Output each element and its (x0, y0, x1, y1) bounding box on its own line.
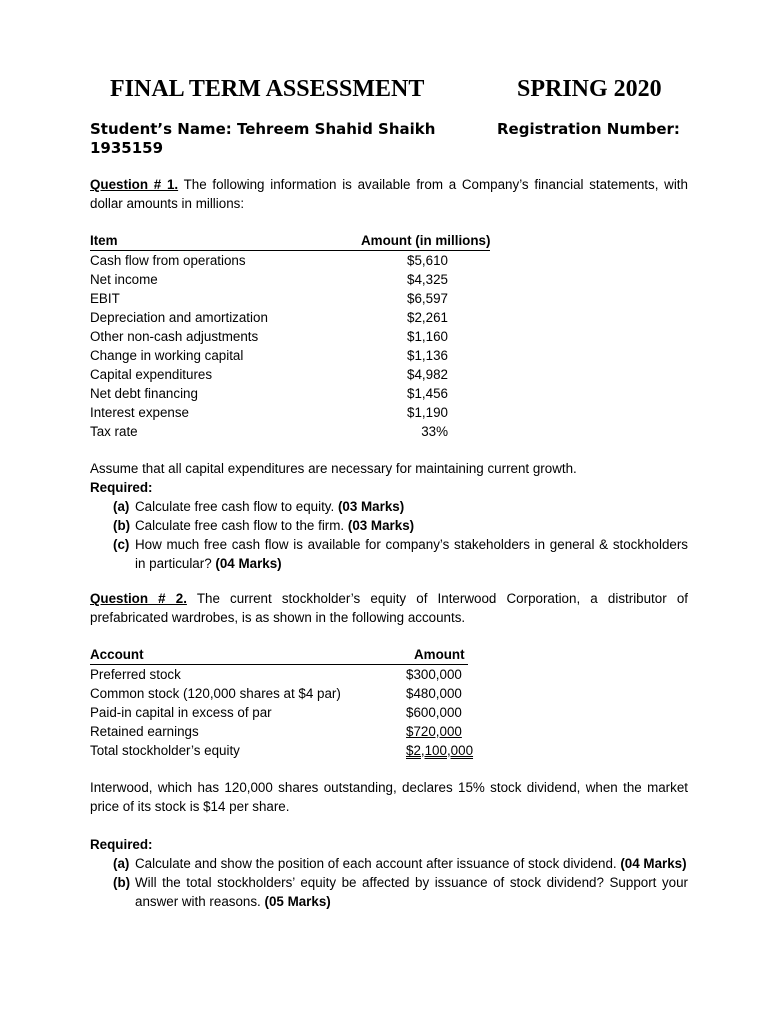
q2-part-b-text: Will the total stockholders’ equity be affected by issuance of stock dividend? Support your answer with reasons. (135, 875, 688, 909)
q2-table-header (90, 645, 468, 665)
q1-table-row (90, 270, 490, 289)
q2-table-row (90, 684, 468, 703)
q1-row-item: Other non-cash adjustments (90, 329, 259, 344)
q2-table-row (90, 722, 468, 741)
q1-intro-text: The following information is available from a Company’s financial statements, with dollar amounts in millions: (90, 177, 688, 211)
q2-paragraph: Interwood, which has 120,000 shares outstanding, declares 15% stock dividend, when the market price of its stock is $14 per share. (90, 780, 688, 814)
q2-intro-text: The current stockholder’s equity of Interwood Corporation, a distributor of prefabricated wardrobes, is as shown in the following accounts. (90, 591, 688, 625)
q1-row-item: Net income (90, 272, 158, 287)
q2-part-b-marks: (05 Marks) (264, 894, 331, 909)
q2-row-amount: $2,100,000 (406, 743, 474, 758)
q1-part-c-marks: (04 Marks) (215, 556, 282, 571)
q2-table-row (90, 665, 468, 684)
q1-required-heading: Required: (90, 480, 153, 495)
exam-term: SPRING 2020 (517, 76, 662, 102)
q1-row-amount: $1,456 (407, 386, 448, 401)
q2-row-account: Total stockholder’s equity (90, 743, 240, 758)
q2-table-body (90, 665, 474, 760)
q1-row-item: Tax rate (90, 424, 138, 439)
q2-required-heading: Required: (90, 837, 153, 852)
q1-col-item: Item (90, 233, 118, 248)
q2-part-a-text: Calculate and show the position of each account after issuance of stock dividend. (135, 856, 621, 871)
q1-intro (90, 175, 688, 213)
q1-row-amount: $4,325 (407, 272, 448, 287)
q1-part-b-label: (b) (113, 518, 131, 533)
q1-table-body (90, 251, 490, 441)
q1-table-row (90, 422, 490, 441)
q2-parts (113, 854, 688, 911)
q1-part-b (113, 516, 688, 535)
q1-parts (113, 497, 688, 573)
q2-row-account: Preferred stock (90, 667, 181, 682)
q2-col-account: Account (90, 647, 144, 662)
q1-col-amount: Amount (in millions) (361, 233, 491, 248)
exam-title: FINAL TERM ASSESSMENT (110, 76, 425, 102)
q1-label: Question # 1. (90, 177, 179, 192)
q1-part-b-text: Calculate free cash flow to the firm. (135, 518, 348, 533)
q1-row-amount: $1,136 (407, 348, 448, 363)
q1-table-header (90, 231, 490, 251)
q1-row-amount: $2,261 (407, 310, 448, 325)
q1-table-row (90, 384, 490, 403)
q2-row-amount: $300,000 (406, 667, 462, 682)
q1-table-row (90, 327, 490, 346)
q2-table-row (90, 741, 474, 760)
q1-row-item: Capital expenditures (90, 367, 213, 382)
q2-row-account: Paid-in capital in excess of par (90, 705, 272, 720)
q1-row-item: Depreciation and amortization (90, 310, 268, 325)
q1-part-c (113, 535, 688, 573)
q2-table-row (90, 703, 468, 722)
q2-row-account: Retained earnings (90, 724, 199, 739)
q2-row-amount: $480,000 (406, 686, 462, 701)
q1-table-row (90, 365, 490, 384)
q2-part-a-marks: (04 Marks) (620, 856, 687, 871)
q1-row-item: Net debt financing (90, 386, 198, 401)
q2-label: Question # 2. (90, 591, 187, 606)
q2-part-b-label: (b) (113, 875, 131, 890)
q1-table-row (90, 403, 490, 422)
q1-row-amount: $5,610 (407, 253, 448, 268)
registration-label: Registration Number: (497, 120, 680, 138)
q1-part-b-marks: (03 Marks) (347, 518, 415, 533)
q2-col-amount: Amount (414, 647, 465, 662)
q2-table (90, 645, 474, 760)
q1-row-amount: 33% (421, 424, 448, 439)
student-name: Student’s Name: Tehreem Shahid Shaikh (90, 120, 436, 138)
q2-part-a (113, 854, 688, 873)
q1-row-item: Cash flow from operations (90, 253, 246, 268)
q1-table-row (90, 308, 490, 327)
q1-part-a-marks: (03 Marks) (337, 499, 405, 514)
q1-row-item: Interest expense (90, 405, 190, 420)
q2-part-a-label: (a) (113, 856, 130, 871)
q1-part-a (113, 497, 688, 516)
q1-part-c-text: How much free cash flow is available for company’s stakeholders in general & stockholders in particular? (135, 537, 688, 571)
q1-row-item: Change in working capital (90, 348, 244, 363)
q2-row-amount: $720,000 (406, 724, 462, 739)
registration-number: 1935159 (90, 139, 164, 157)
q1-row-amount: $4,982 (407, 367, 448, 382)
q2-intro (90, 589, 688, 627)
q1-row-amount: $1,190 (407, 405, 448, 420)
q1-part-a-label: (a) (113, 499, 130, 514)
q2-row-amount: $600,000 (406, 705, 462, 720)
q1-part-a-text: Calculate free cash flow to equity. (135, 499, 338, 514)
q2-row-account: Common stock (120,000 shares at $4 par) (90, 686, 341, 701)
q1-assumption: Assume that all capital expenditures are necessary for maintaining current growth. (90, 461, 577, 476)
q1-table-row (90, 289, 490, 308)
q1-row-amount: $1,160 (407, 329, 448, 344)
q1-row-item: EBIT (90, 291, 120, 306)
q1-table (90, 231, 490, 441)
q1-table-row (90, 251, 490, 270)
q1-table-row (90, 346, 490, 365)
q1-row-amount: $6,597 (407, 291, 448, 306)
q1-part-c-label: (c) (113, 537, 130, 552)
q2-part-b (113, 873, 688, 911)
